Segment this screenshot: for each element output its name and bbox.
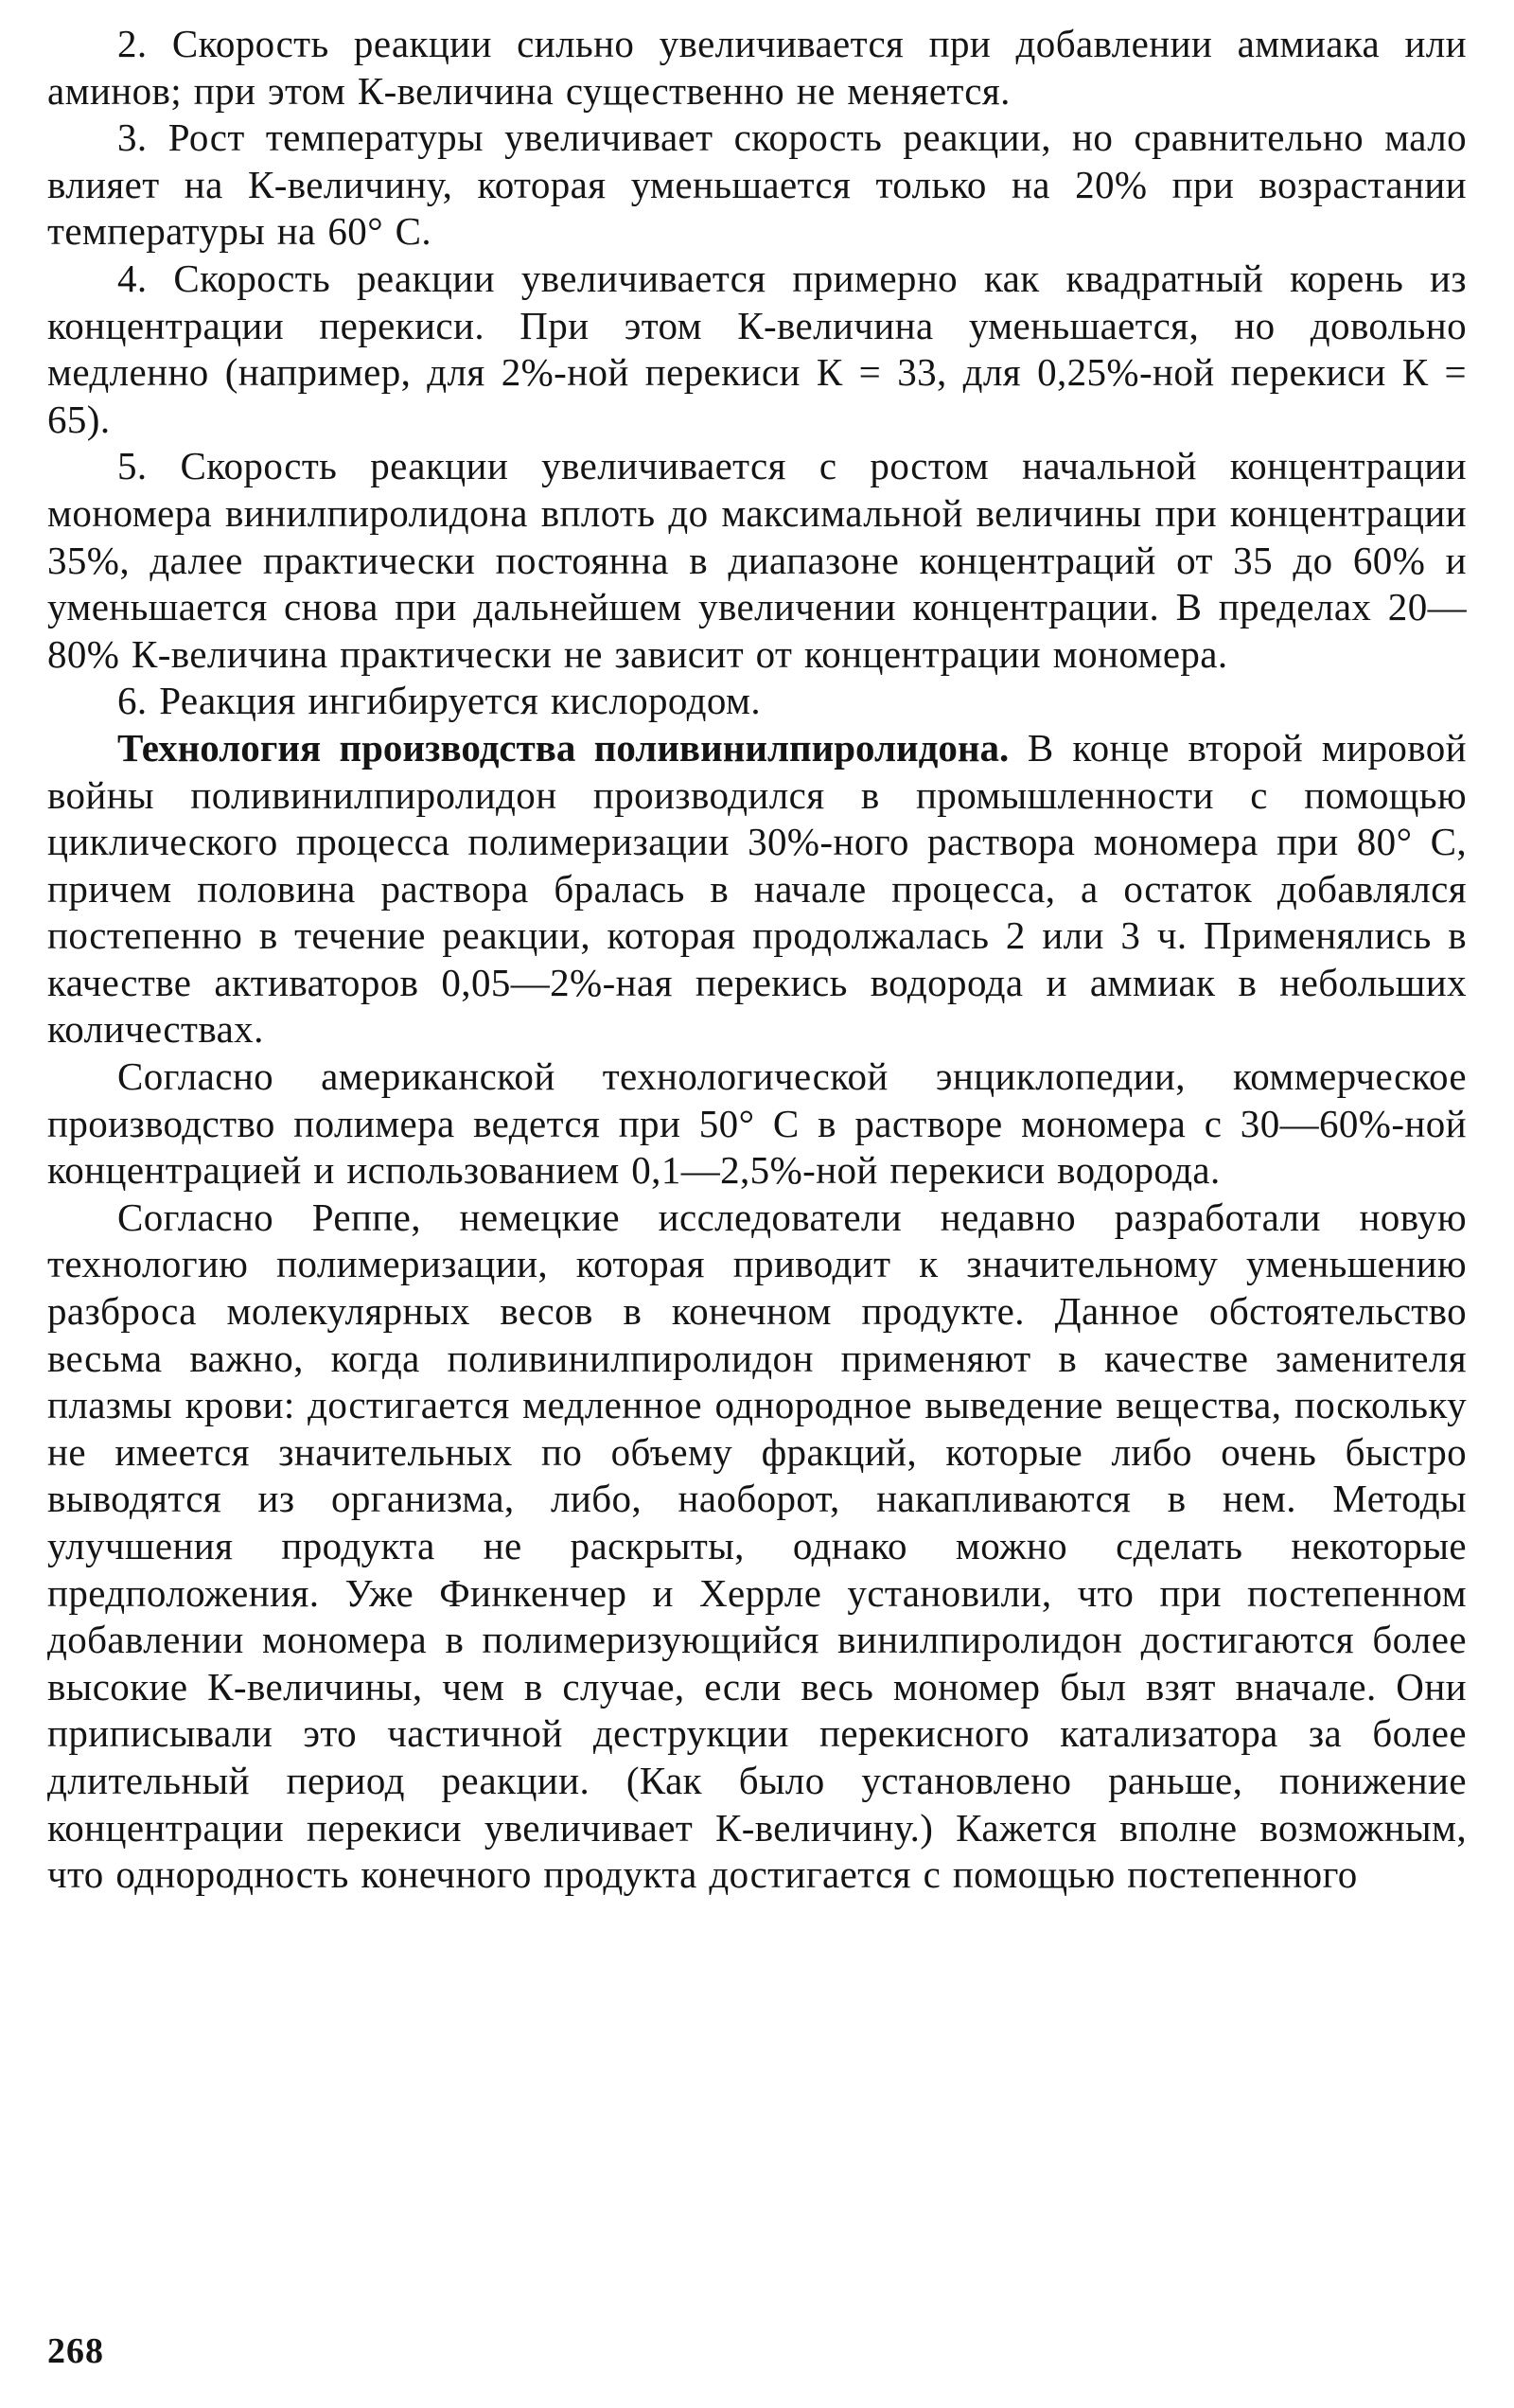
page-number: 268	[47, 2331, 104, 2371]
paragraph-american-encyclopedia: Согласно американской технологической энциклопедии, коммерческое производство полимера ведется при 50° С в растворе мономера с 30—60%-ной концентрацией и использованием 0,1—2,5%-ной перекиси водорода.	[47, 1054, 1467, 1193]
paragraph-reppe: Согласно Реппе, немецкие исследователи недавно разработали новую технологию полимеризации, которая приводит к значительному уменьшению разброса молекулярных весов в конечном продукте. Данное обстоятельство весьма важно, когда поливинилпиролидон применяют в качестве заменителя плазмы крови: достигается медленное однородное выведение вещества, поскольку не имеется значительных по объему фракций, которые либо очень быстро выводятся из организма, либо, наоборот, накапливаются в нем. Методы улучшения продукта не раскрыты, однако можно сделать некоторые предположения. Уже Финкенчер и Херрле установили, что при постепенном добавлении мономера в полимеризующийся винилпиролидон достигаются более высокие К-величины, чем в случае, если весь мономер был взят вначале. Они приписывали это частичной деструкции перекисного катализатора за более длительный период реакции. (Как было установлено раньше, понижение концентрации перекиси увеличивает К-величину.) Кажется вполне возможным, что однородность конечного продукта достигается с помощью постепенного	[47, 1195, 1467, 1897]
paragraph-item-3: 3. Рост температуры увеличивает скорость реакции, но сравнительно мало влияет на К-величину, которая уменьшается только на 20% при возрастании температуры на 60° С.	[47, 115, 1467, 254]
paragraph-item-5: 5. Скорость реакции увеличивается с ростом начальной концентрации мономера винилпиролидона вплоть до максимальной величины при концентрации 35%, далее практически постоянна в диапазоне концентраций от 35 до 60% и уменьшается снова при дальнейшем увеличении концентрации. В пределах 20—80% К-величина практически не зависит от концентрации мономера.	[47, 444, 1467, 676]
paragraph-item-4: 4. Скорость реакции увеличивается примерно как квадратный корень из концентрации перекиси. При этом К-величина уменьшается, но довольно медленно (например, для 2%-ной перекиси К = 33, для 0,25%-ной перекиси К = 65).	[47, 256, 1467, 441]
paragraph-item-6: 6. Реакция ингибируется кислородом.	[117, 679, 761, 723]
paragraph-item-2: 2. Скорость реакции сильно увеличивается при добавлении аммиака или аминов; при этом К-величина существенно не меняется.	[47, 22, 1467, 113]
section-heading: Технология производства поливинилпиролидона.	[117, 725, 1010, 770]
paragraph-technology-text: В конце второй мировой войны поливинилпиролидон производился в промышленности с помощью циклического процесса полимеризации 30%-ного раствора мономера при 80° С, причем половина раствора бралась в начале процесса, а остаток добавлялся постепенно в течение реакции, которая продолжалась 2 или 3 ч. Применялись в качестве активаторов 0,05—2%-ная перекись водорода и аммиак в небольших количествах.	[47, 725, 1468, 1052]
page-body	[47, 21, 1467, 2387]
paragraph-technology	[47, 725, 1467, 1054]
